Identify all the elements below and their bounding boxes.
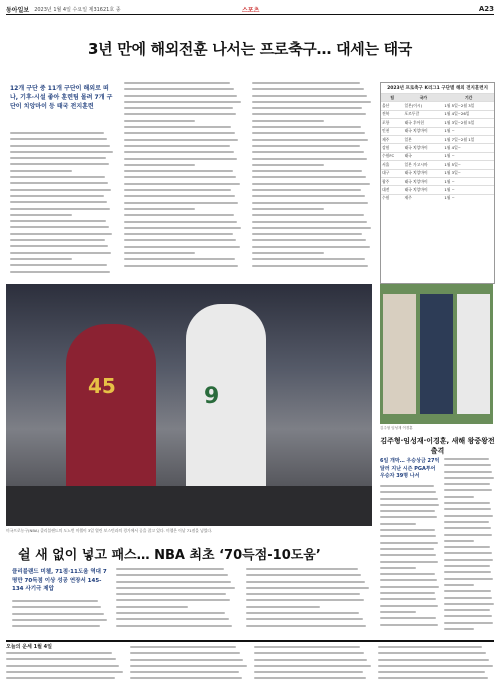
text-line [12,606,101,608]
text-line [10,151,113,153]
nba-column-2 [116,568,236,636]
schedule-cell: 1월 ~ [443,127,494,135]
golfer-3 [457,294,490,414]
text-line [444,622,493,624]
text-line [10,233,112,235]
text-line [124,151,234,153]
text-line [380,561,438,563]
text-line [6,658,116,660]
text-line [252,227,371,229]
schedule-cell: 1월 4일~26일 [443,110,494,118]
article-column-3 [252,82,372,277]
text-line [380,586,439,588]
schedule-cell: 제주 [381,135,403,143]
page-header [6,4,494,15]
schedule-title: 2023년 프로축구 K리그1 구단별 해외 전지훈련지 [387,86,488,91]
schedule-cell: 울산 [381,102,403,110]
text-line [10,220,106,222]
text-line [124,208,195,210]
text-line [246,568,358,570]
text-line [444,628,474,630]
text-line [10,138,107,140]
schedule-cell: 태국 치앙마이 [403,186,443,194]
nba-lead: 클리블랜드 미첼, 71점·11도움 역대 7명만 70득점 이상 성공 연장서 145-134 사기극 제압 [12,569,107,592]
golfer-1 [383,294,416,414]
text-line [12,600,98,602]
nba-column-3 [246,568,370,636]
text-line [254,652,364,654]
text-line [130,659,243,661]
text-line [252,88,364,90]
text-line [252,95,367,97]
text-line [124,88,234,90]
text-line [444,584,474,586]
text-line [252,107,362,109]
text-line [444,483,490,485]
text-line [124,120,195,122]
text-line [6,677,115,679]
text-line [252,176,366,178]
schedule-cell: 수원FC [381,152,403,160]
text-line [254,646,360,648]
text-line [124,176,236,178]
text-line [252,170,362,172]
text-line [6,665,119,667]
text-line [116,581,231,583]
schedule-row [381,186,494,194]
text-line [6,652,112,654]
text-line [444,546,490,548]
text-line [124,170,233,172]
text-line [130,677,242,679]
text-line [252,120,324,122]
schedule-cell: 1월 ~ [443,194,494,202]
text-line [254,671,363,673]
text-line [10,163,109,165]
text-line [246,618,363,620]
text-line [10,176,105,178]
text-line [124,233,233,235]
text-line [380,542,438,544]
text-line [246,606,320,608]
schedule-row [381,110,494,118]
text-line [130,671,239,673]
horoscope-section [6,640,494,690]
nba-headline: 쉴 새 없이 넣고 패스… NBA 최초 ‘70득점-10도움’ [18,548,321,563]
text-line [252,265,368,267]
text-line [124,252,195,254]
text-line [380,548,434,550]
text-line [254,659,367,661]
horoscope-col-3 [254,646,372,688]
schedule-cell: 1월 5일~2월 3일 [443,102,494,110]
schedule-cell: 광주 [381,177,403,185]
text-line [380,554,436,556]
text-line [124,189,231,191]
schedule-cell: 태국 치앙마이 [403,127,443,135]
text-line [124,158,237,160]
schedule-cell: 일본 가고시마 [403,161,443,169]
text-line [380,498,438,500]
schedule-cell: 1월 ~ [443,186,494,194]
text-line [252,145,360,147]
text-line [380,504,439,506]
text-line [252,233,362,235]
text-line [116,618,229,620]
text-line [116,593,226,595]
text-line [380,617,436,619]
golf-headline: 김주형·임성재·이경훈, 새해 왕중왕전 출격 [380,437,495,455]
schedule-cell: 대구 [381,169,403,177]
text-line [10,239,105,241]
text-line [444,508,491,510]
text-line [124,202,238,204]
schedule-cell: 서울 [381,161,403,169]
horoscope-title: 오늘의 운세 1월 4일 [6,644,52,650]
schedule-cell: 포항 [381,119,403,127]
article-column-1 [10,132,114,277]
schedule-cell: 1월 ~ [443,177,494,185]
text-line [246,599,364,601]
text-line [444,597,492,599]
schedule-cell: 1월 3일~2월 5일 [443,119,494,127]
schedule-cell: 1월 7일~2월 1일 [443,135,494,143]
text-line [380,592,435,594]
schedule-cell: 전북 [381,110,403,118]
text-line [124,101,241,103]
text-line [444,565,490,567]
schedule-cell: 1월 4일~ [443,144,494,152]
schedule-row [381,135,494,143]
text-line [252,239,366,241]
text-line [116,612,225,614]
text-line [246,587,369,589]
text-line [444,496,474,498]
text-line [10,208,110,210]
text-line [444,534,492,536]
text-line [10,132,104,134]
text-line [444,540,474,542]
text-line [124,246,240,248]
text-line [124,227,241,229]
schedule-row [381,169,494,177]
article-column-2 [124,82,242,277]
text-line [116,574,228,576]
text-line [124,164,195,166]
golfer-2 [420,294,453,414]
schedule-cell: 1월 5일~ [443,161,494,169]
text-line [380,579,437,581]
main-headline: 3년 만에 해외전훈 나서는 프로축구… 대세는 태국 [88,40,412,58]
text-line [380,624,438,626]
text-line [10,258,72,260]
text-line [378,659,489,661]
player-white-jersey [186,304,266,514]
text-line [380,485,434,487]
text-line [116,599,230,601]
schedule-row [381,161,494,169]
text-line [380,535,436,537]
text-line [444,527,491,529]
text-line [252,158,367,160]
text-line [10,252,111,254]
text-line [116,625,232,627]
text-line [10,214,72,216]
text-line [252,221,367,223]
col-country: 국가 [403,94,443,102]
text-line [378,665,493,667]
text-line [10,189,111,191]
schedule-cell: 강원 [381,144,403,152]
text-line [246,612,359,614]
text-line [124,214,234,216]
text-line [378,652,486,654]
golf-caption: 김주형 임성재 이경훈 [380,426,413,430]
golfers-photo [380,284,493,424]
schedule-cell: 태국 후아힌 [403,119,443,127]
text-line [124,195,235,197]
text-line [444,603,494,605]
schedule-row [381,144,494,152]
text-line [124,95,237,97]
golf-column-1 [380,485,440,635]
text-line [252,183,370,185]
schedule-row [381,152,494,160]
text-line [380,523,416,525]
text-line [124,221,237,223]
text-line [10,195,104,197]
issue-date: 2023년 1월 4일 수요일 제31621호 종 [34,6,121,13]
lead-summary: 12개 구단 중 11개 구단이 해외로 떠나, 기후·시설 좋아 훈련팀 몰려 7개 구단이 치앙마이 등 태국 전지훈련 [10,85,113,110]
text-line [10,245,108,247]
text-line [116,587,235,589]
text-line [254,677,366,679]
text-line [444,578,493,580]
text-line [124,82,230,84]
schedule-cell: 제주 [403,194,443,202]
text-line [124,183,240,185]
text-line [444,458,489,460]
schedule-row [381,127,494,135]
text-line [380,611,416,613]
text-line [378,677,488,679]
jersey-number-45: 45 [88,374,116,398]
col-team: 팀 [381,94,403,102]
text-line [444,502,490,504]
text-line [10,157,106,159]
text-line [378,646,482,648]
text-line [254,665,371,667]
text-line [252,208,324,210]
text-line [12,625,100,627]
text-line [252,126,361,128]
golf-lead: 6일 개막… 우승상금 27억 달러 지난 시즌 PGA투어 우승자 39명 나서 [380,458,440,479]
text-line [10,271,110,273]
jersey-number-9: 9 [204,384,220,409]
text-line [10,170,72,172]
text-line [252,258,365,260]
text-line [380,529,435,531]
text-line [116,568,224,570]
text-line [444,489,492,491]
newspaper-logo: 동아일보 [6,6,30,14]
schedule-cell: 태국 치앙마이 [403,144,443,152]
horoscope-col-4 [378,646,494,688]
schedule-cell: 대전 [381,186,403,194]
text-line [12,613,104,615]
text-line [130,665,247,667]
text-line [444,615,492,617]
basketball-photo [6,284,372,526]
text-line [10,201,107,203]
text-line [444,464,491,466]
nba-column-1 [12,600,108,636]
text-line [252,113,366,115]
text-line [124,113,236,115]
text-line [252,101,371,103]
text-line [10,264,107,266]
text-line [252,214,364,216]
text-line [380,567,416,569]
text-line [380,605,438,607]
text-line [444,521,489,523]
text-line [252,202,368,204]
golf-column-2 [444,458,494,635]
text-line [444,609,490,611]
text-line [130,646,236,648]
text-line [6,671,123,673]
photo-caption: 미국프로농구(NBA) 클리블랜드의 도노번 미첼이 3일 열린 보스턴과의 경기에서 공을 잡고 있다. 미첼은 이날 71점을 넣었다. [6,528,213,533]
text-line [124,145,230,147]
text-line [252,151,364,153]
text-line [252,195,365,197]
horoscope-col-1 [6,652,124,688]
text-line [246,581,365,583]
text-line [124,126,231,128]
schedule-row [381,102,494,110]
schedule-table [381,93,494,202]
text-line [444,471,492,473]
schedule-cell: 인천 [381,127,403,135]
text-line [252,189,361,191]
schedule-row [381,177,494,185]
text-line [444,571,491,573]
text-line [444,590,491,592]
text-line [10,226,109,228]
text-line [444,559,493,561]
text-line [380,573,435,575]
text-line [124,107,233,109]
text-line [252,164,324,166]
text-line [246,574,361,576]
text-line [252,252,324,254]
text-line [12,619,107,621]
text-line [124,265,238,267]
schedule-cell: 태국 [403,152,443,160]
text-line [124,132,235,134]
text-line [380,510,435,512]
page-number: A23 [478,5,494,13]
text-line [380,516,437,518]
text-line [444,515,493,517]
text-line [246,593,360,595]
schedule-cell: 일본 [403,135,443,143]
text-line [252,132,365,134]
schedule-cell: 일본(이시) [403,102,443,110]
text-line [252,139,368,141]
horoscope-col-2 [130,646,248,688]
crowd-background [6,486,372,526]
schedule-cell: 태국 치앙마이 [403,177,443,185]
schedule-row [381,119,494,127]
text-line [116,606,188,608]
text-line [130,652,240,654]
schedule-row [381,194,494,202]
col-period: 기간 [443,94,494,102]
training-schedule-box [380,82,495,284]
section-name: 스포츠 [242,6,260,14]
schedule-cell: 1월 ~ [443,152,494,160]
schedule-cell: 수원 [381,194,403,202]
text-line [124,239,236,241]
schedule-cell: 태국 치앙마이 [403,169,443,177]
text-line [124,139,238,141]
text-line [252,246,370,248]
text-line [246,625,366,627]
text-line [378,671,485,673]
schedule-cell: 포르투갈 [403,110,443,118]
schedule-cell: 1월 3일~ [443,169,494,177]
text-line [380,598,436,600]
text-line [252,82,360,84]
text-line [444,552,492,554]
text-line [380,491,436,493]
text-line [444,477,494,479]
text-line [10,182,108,184]
text-line [124,258,235,260]
text-line [10,145,110,147]
